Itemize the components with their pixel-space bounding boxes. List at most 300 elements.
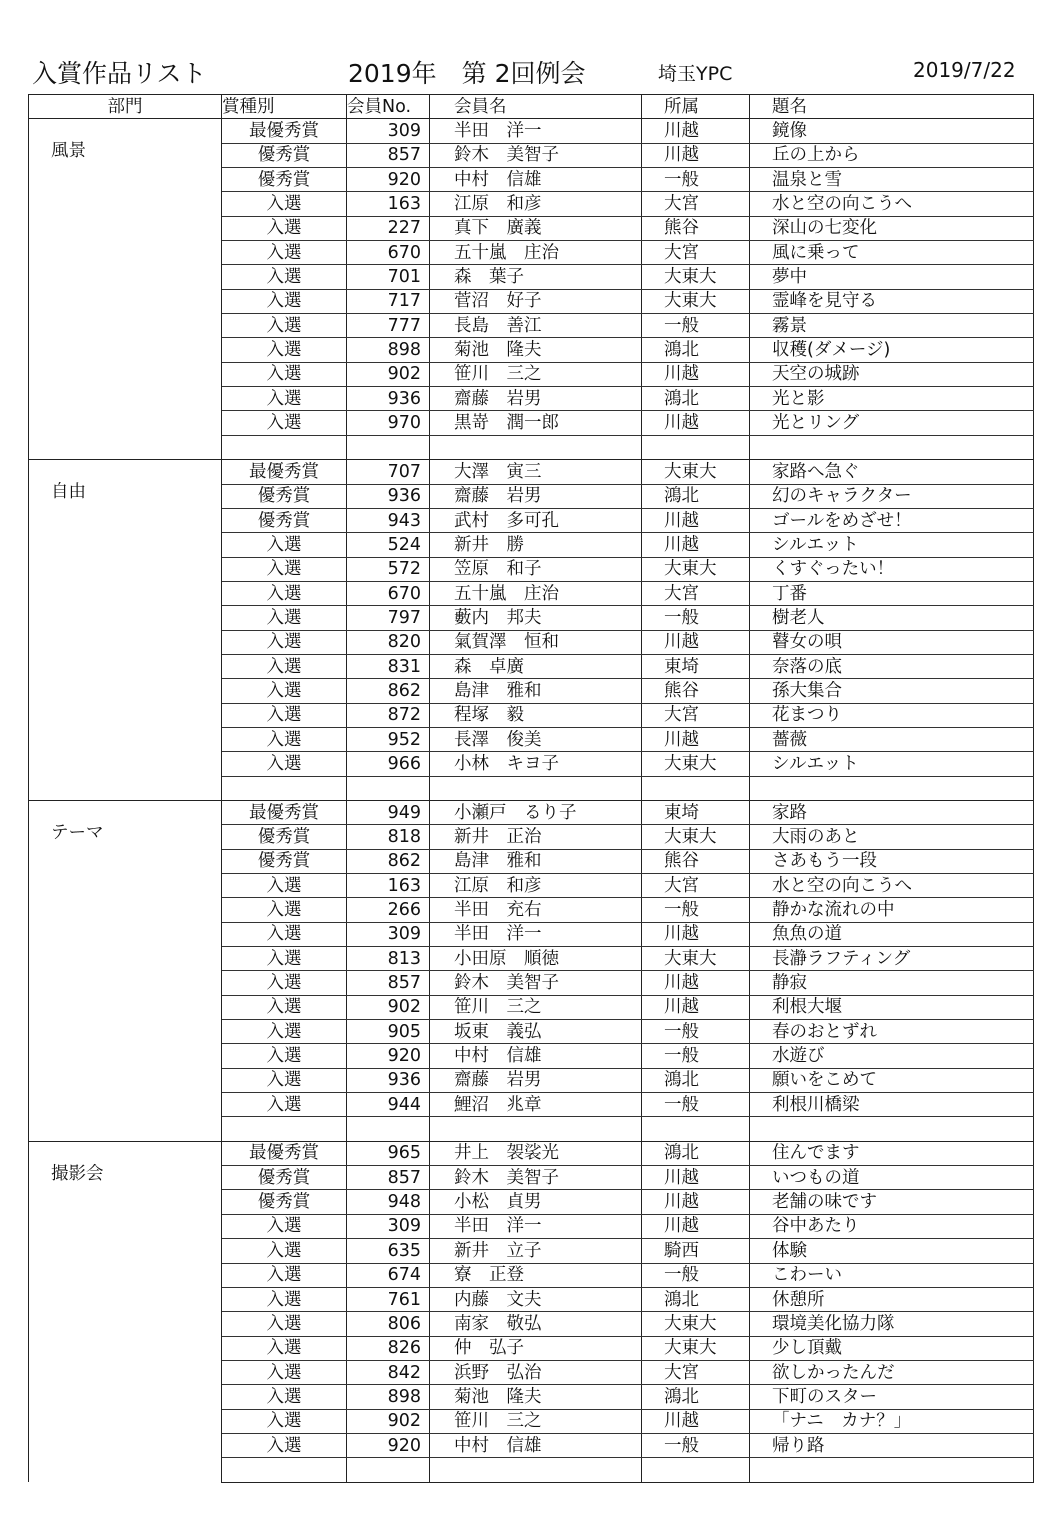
member-no-cell: 949 <box>347 800 430 824</box>
member-no-cell: 898 <box>347 338 430 362</box>
member-no-cell: 701 <box>347 265 430 289</box>
member-no-cell: 707 <box>347 460 430 484</box>
member-name-cell: 半田 洋一 <box>430 119 642 143</box>
award-cell: 入選 <box>222 898 347 922</box>
award-cell: 入選 <box>222 995 347 1019</box>
member-no-cell: 635 <box>347 1239 430 1263</box>
member-no-cell: 761 <box>347 1287 430 1311</box>
work-title-cell: 魚魚の道 <box>750 922 1034 946</box>
award-cell: 入選 <box>222 338 347 362</box>
category-cell: テーマ <box>29 800 222 1141</box>
work-title-cell: 休憩所 <box>750 1287 1034 1311</box>
affiliation-cell: 川越 <box>642 1214 750 1238</box>
table-row <box>29 460 1034 484</box>
work-title-cell: 光とリング <box>750 411 1034 435</box>
work-title-cell: 幻のキャラクター <box>750 484 1034 508</box>
affiliation-cell: 川越 <box>642 995 750 1019</box>
list-date: 2019/7/22 <box>913 58 1016 82</box>
member-no-cell: 831 <box>347 654 430 678</box>
award-cell: 優秀賞 <box>222 143 347 167</box>
member-no-cell: 309 <box>347 1214 430 1238</box>
award-cell: 入選 <box>222 1287 347 1311</box>
award-cell: 入選 <box>222 533 347 557</box>
affiliation-cell <box>642 776 750 800</box>
award-cell: 優秀賞 <box>222 1190 347 1214</box>
work-title-cell: 夢中 <box>750 265 1034 289</box>
member-name-cell: 長島 善江 <box>430 314 642 338</box>
work-title-cell: 体験 <box>750 1239 1034 1263</box>
affiliation-cell: 大東大 <box>642 557 750 581</box>
member-no-cell: 872 <box>347 703 430 727</box>
category-cell: 自由 <box>29 460 222 801</box>
member-name-cell: 井上 袈裟光 <box>430 1141 642 1165</box>
member-name-cell: 笹川 三之 <box>430 995 642 1019</box>
member-name-cell: 江原 和彦 <box>430 874 642 898</box>
member-no-cell: 777 <box>347 314 430 338</box>
member-name-cell: 武村 多可孔 <box>430 508 642 532</box>
work-title-cell: 老舗の味です <box>750 1190 1034 1214</box>
award-cell: 入選 <box>222 679 347 703</box>
affiliation-cell <box>642 435 750 459</box>
affiliation-cell: 川越 <box>642 1166 750 1190</box>
affiliation-cell: 東埼 <box>642 654 750 678</box>
work-title-cell: くすぐったい！ <box>750 557 1034 581</box>
member-no-cell: 670 <box>347 241 430 265</box>
work-title-cell: 光と影 <box>750 387 1034 411</box>
award-cell: 入選 <box>222 1360 347 1384</box>
member-no-cell: 813 <box>347 947 430 971</box>
work-title-cell: 温泉と雪 <box>750 168 1034 192</box>
work-title-cell: 水遊び <box>750 1044 1034 1068</box>
member-name-cell: 五十嵐 庄治 <box>430 241 642 265</box>
member-no-cell: 944 <box>347 1093 430 1117</box>
member-no-cell: 902 <box>347 1409 430 1433</box>
member-no-cell: 966 <box>347 752 430 776</box>
member-no-cell: 952 <box>347 727 430 751</box>
affiliation-cell: 一般 <box>642 168 750 192</box>
work-title-cell: 下町のスター <box>750 1385 1034 1409</box>
member-name-cell: 藪内 邦夫 <box>430 606 642 630</box>
work-title-cell: いつもの道 <box>750 1166 1034 1190</box>
affiliation-cell: 鴻北 <box>642 1141 750 1165</box>
col-header-affiliation: 所属 <box>642 95 750 119</box>
member-name-cell: 森 卓廣 <box>430 654 642 678</box>
award-cell: 入選 <box>222 1093 347 1117</box>
member-no-cell: 524 <box>347 533 430 557</box>
member-no-cell: 806 <box>347 1312 430 1336</box>
table-body <box>29 119 1034 1482</box>
work-title-cell: 静かな流れの中 <box>750 898 1034 922</box>
member-no-cell: 920 <box>347 1044 430 1068</box>
col-header-category: 部門 <box>29 95 222 119</box>
award-cell: 入選 <box>222 654 347 678</box>
member-name-cell: 笹川 三之 <box>430 1409 642 1433</box>
work-title-cell: 「ナニ カナ？」 <box>750 1409 1034 1433</box>
award-cell: 入選 <box>222 1044 347 1068</box>
member-name-cell <box>430 776 642 800</box>
affiliation-cell: 鴻北 <box>642 338 750 362</box>
member-name-cell: 大澤 寅三 <box>430 460 642 484</box>
member-no-cell: 309 <box>347 922 430 946</box>
member-name-cell: 鈴木 美智子 <box>430 971 642 995</box>
member-name-cell: 黒嵜 潤一郎 <box>430 411 642 435</box>
member-name-cell: 齋藤 岩男 <box>430 387 642 411</box>
member-name-cell: 中村 信雄 <box>430 1044 642 1068</box>
affiliation-cell: 大東大 <box>642 460 750 484</box>
member-name-cell: 中村 信雄 <box>430 168 642 192</box>
member-name-cell: 新井 立子 <box>430 1239 642 1263</box>
work-title-cell: 水と空の向こうへ <box>750 874 1034 898</box>
member-name-cell: 新井 勝 <box>430 533 642 557</box>
award-table <box>28 94 1034 1483</box>
work-title-cell: 谷中あたり <box>750 1214 1034 1238</box>
award-cell: 入選 <box>222 1263 347 1287</box>
award-cell: 入選 <box>222 727 347 751</box>
affiliation-cell: 一般 <box>642 1044 750 1068</box>
work-title-cell: 春のおとずれ <box>750 1020 1034 1044</box>
member-name-cell: 島津 雅和 <box>430 679 642 703</box>
member-no-cell: 936 <box>347 387 430 411</box>
affiliation-cell: 騎西 <box>642 1239 750 1263</box>
list-title: 入賞作品リスト <box>32 59 207 88</box>
member-name-cell: 鈴木 美智子 <box>430 143 642 167</box>
award-cell <box>222 1458 347 1482</box>
member-name-cell: 鈴木 美智子 <box>430 1166 642 1190</box>
affiliation-cell: 川越 <box>642 1409 750 1433</box>
member-name-cell: 浜野 弘治 <box>430 1360 642 1384</box>
award-cell: 入選 <box>222 1385 347 1409</box>
affiliation-cell: 大東大 <box>642 1336 750 1360</box>
member-name-cell: 鯉沼 兆章 <box>430 1093 642 1117</box>
work-title-cell: シルエット <box>750 752 1034 776</box>
affiliation-cell: 川越 <box>642 362 750 386</box>
member-no-cell: 936 <box>347 484 430 508</box>
member-name-cell: 小田原 順徳 <box>430 947 642 971</box>
member-name-cell: 菊池 隆夫 <box>430 338 642 362</box>
table-row <box>29 800 1034 824</box>
award-cell: 入選 <box>222 703 347 727</box>
affiliation-cell: 一般 <box>642 314 750 338</box>
meeting-label: 2019年 第 2回例会 <box>348 59 586 88</box>
work-title-cell: さあもう一段 <box>750 849 1034 873</box>
award-cell: 入選 <box>222 265 347 289</box>
affiliation-cell: 熊谷 <box>642 849 750 873</box>
work-title-cell: ゴールをめざせ！ <box>750 508 1034 532</box>
award-cell: 入選 <box>222 1433 347 1457</box>
member-no-cell: 309 <box>347 119 430 143</box>
member-no-cell <box>347 1117 430 1141</box>
affiliation-cell: 熊谷 <box>642 679 750 703</box>
affiliation-cell: 一般 <box>642 606 750 630</box>
award-cell <box>222 435 347 459</box>
member-name-cell: 森 葉子 <box>430 265 642 289</box>
award-cell: 入選 <box>222 1239 347 1263</box>
member-name-cell: 島津 雅和 <box>430 849 642 873</box>
col-header-award: 賞種別 <box>222 95 347 119</box>
member-no-cell <box>347 435 430 459</box>
work-title-cell: 水と空の向こうへ <box>750 192 1034 216</box>
affiliation-cell: 大宮 <box>642 874 750 898</box>
member-name-cell: 寮 正登 <box>430 1263 642 1287</box>
member-name-cell: 五十嵐 庄治 <box>430 581 642 605</box>
col-header-title: 題名 <box>750 95 1034 119</box>
affiliation-cell: 一般 <box>642 898 750 922</box>
work-title-cell <box>750 776 1034 800</box>
member-no-cell: 857 <box>347 143 430 167</box>
member-name-cell: 仲 弘子 <box>430 1336 642 1360</box>
award-cell <box>222 1117 347 1141</box>
award-cell: 入選 <box>222 752 347 776</box>
work-title-cell: 深山の七変化 <box>750 216 1034 240</box>
award-cell: 優秀賞 <box>222 484 347 508</box>
affiliation-cell: 大東大 <box>642 289 750 313</box>
award-cell: 入選 <box>222 1214 347 1238</box>
award-cell <box>222 776 347 800</box>
work-title-cell: 収穫(ダメージ) <box>750 338 1034 362</box>
award-cell: 入選 <box>222 362 347 386</box>
work-title-cell: 静寂 <box>750 971 1034 995</box>
award-cell: 入選 <box>222 557 347 581</box>
member-name-cell: 中村 信雄 <box>430 1433 642 1457</box>
award-cell: 最優秀賞 <box>222 119 347 143</box>
member-name-cell: 齋藤 岩男 <box>430 1068 642 1092</box>
member-no-cell <box>347 776 430 800</box>
work-title-cell: 孫大集合 <box>750 679 1034 703</box>
category-cell: 撮影会 <box>29 1141 222 1482</box>
award-cell: 入選 <box>222 606 347 630</box>
member-no-cell: 862 <box>347 849 430 873</box>
award-cell: 入選 <box>222 241 347 265</box>
member-no-cell: 820 <box>347 630 430 654</box>
affiliation-cell: 鴻北 <box>642 1385 750 1409</box>
work-title-cell: 霊峰を見守る <box>750 289 1034 313</box>
affiliation-cell: 大東大 <box>642 1312 750 1336</box>
work-title-cell <box>750 1458 1034 1482</box>
member-no-cell: 902 <box>347 362 430 386</box>
affiliation-cell: 川越 <box>642 533 750 557</box>
work-title-cell: 霧景 <box>750 314 1034 338</box>
work-title-cell: 瞽女の唄 <box>750 630 1034 654</box>
member-name-cell: 新井 正治 <box>430 825 642 849</box>
member-name-cell: 菊池 隆夫 <box>430 1385 642 1409</box>
member-name-cell: 内藤 文夫 <box>430 1287 642 1311</box>
member-name-cell: 笹川 三之 <box>430 362 642 386</box>
award-cell: 入選 <box>222 1068 347 1092</box>
member-no-cell: 227 <box>347 216 430 240</box>
member-no-cell: 936 <box>347 1068 430 1092</box>
award-cell: 最優秀賞 <box>222 460 347 484</box>
work-title-cell: シルエット <box>750 533 1034 557</box>
award-cell: 入選 <box>222 947 347 971</box>
member-no-cell: 905 <box>347 1020 430 1044</box>
affiliation-cell: 鴻北 <box>642 1068 750 1092</box>
award-cell: 優秀賞 <box>222 1166 347 1190</box>
member-no-cell: 943 <box>347 508 430 532</box>
award-cell: 入選 <box>222 1409 347 1433</box>
affiliation-cell: 一般 <box>642 1093 750 1117</box>
work-title-cell: 住んでます <box>750 1141 1034 1165</box>
member-no-cell: 163 <box>347 192 430 216</box>
member-name-cell: 江原 和彦 <box>430 192 642 216</box>
affiliation-cell: 一般 <box>642 1263 750 1287</box>
work-title-cell: 帰り路 <box>750 1433 1034 1457</box>
work-title-cell <box>750 1117 1034 1141</box>
affiliation-cell: 鴻北 <box>642 484 750 508</box>
affiliation-cell: 川越 <box>642 119 750 143</box>
work-title-cell: 奈落の底 <box>750 654 1034 678</box>
affiliation-cell: 川越 <box>642 727 750 751</box>
member-no-cell: 674 <box>347 1263 430 1287</box>
member-name-cell: 半田 洋一 <box>430 922 642 946</box>
col-header-member-no: 会員No. <box>347 95 430 119</box>
work-title-cell: 薔薇 <box>750 727 1034 751</box>
member-no-cell: 970 <box>347 411 430 435</box>
affiliation-cell <box>642 1117 750 1141</box>
member-no-cell: 842 <box>347 1360 430 1384</box>
affiliation-cell: 大東大 <box>642 752 750 776</box>
award-cell: 入選 <box>222 874 347 898</box>
work-title-cell: こわーい <box>750 1263 1034 1287</box>
affiliation-cell: 一般 <box>642 1433 750 1457</box>
affiliation-cell: 川越 <box>642 922 750 946</box>
member-no-cell <box>347 1458 430 1482</box>
member-no-cell: 266 <box>347 898 430 922</box>
member-name-cell: 半田 洋一 <box>430 1214 642 1238</box>
member-name-cell: 菅沼 好子 <box>430 289 642 313</box>
affiliation-cell: 川越 <box>642 143 750 167</box>
affiliation-cell: 大宮 <box>642 192 750 216</box>
member-name-cell <box>430 1458 642 1482</box>
work-title-cell: 長瀞ラフティング <box>750 947 1034 971</box>
affiliation-cell: 川越 <box>642 630 750 654</box>
member-name-cell: 氣賀澤 恒和 <box>430 630 642 654</box>
affiliation-cell: 東埼 <box>642 800 750 824</box>
work-title-cell: 環境美化協力隊 <box>750 1312 1034 1336</box>
award-cell: 優秀賞 <box>222 168 347 192</box>
member-name-cell: 長澤 俊美 <box>430 727 642 751</box>
affiliation-cell: 大東大 <box>642 265 750 289</box>
member-name-cell: 坂東 義弘 <box>430 1020 642 1044</box>
work-title-cell: 少し頂戴 <box>750 1336 1034 1360</box>
member-no-cell: 717 <box>347 289 430 313</box>
affiliation-cell: 鴻北 <box>642 387 750 411</box>
category-cell: 風景 <box>29 119 222 460</box>
work-title-cell: 樹老人 <box>750 606 1034 630</box>
table-row <box>29 119 1034 143</box>
work-title-cell: 風に乗って <box>750 241 1034 265</box>
member-no-cell: 857 <box>347 1166 430 1190</box>
affiliation-cell: 熊谷 <box>642 216 750 240</box>
member-no-cell: 857 <box>347 971 430 995</box>
award-cell: 入選 <box>222 971 347 995</box>
member-no-cell: 826 <box>347 1336 430 1360</box>
club-name: 埼玉YPC <box>658 63 733 85</box>
member-name-cell: 齋藤 岩男 <box>430 484 642 508</box>
member-no-cell: 902 <box>347 995 430 1019</box>
work-title-cell <box>750 435 1034 459</box>
member-no-cell: 920 <box>347 1433 430 1457</box>
table-header-row <box>29 95 1034 119</box>
work-title-cell: 丘の上から <box>750 143 1034 167</box>
member-name-cell <box>430 435 642 459</box>
member-no-cell: 920 <box>347 168 430 192</box>
award-cell: 優秀賞 <box>222 508 347 532</box>
award-cell: 入選 <box>222 1312 347 1336</box>
award-cell: 入選 <box>222 192 347 216</box>
award-cell: 優秀賞 <box>222 825 347 849</box>
member-no-cell: 797 <box>347 606 430 630</box>
member-no-cell: 670 <box>347 581 430 605</box>
affiliation-cell: 大宮 <box>642 1360 750 1384</box>
award-cell: 入選 <box>222 387 347 411</box>
work-title-cell: 家路 <box>750 800 1034 824</box>
member-name-cell: 小林 キヨ子 <box>430 752 642 776</box>
affiliation-cell <box>642 1458 750 1482</box>
work-title-cell: 天空の城跡 <box>750 362 1034 386</box>
award-cell: 入選 <box>222 411 347 435</box>
work-title-cell: 丁番 <box>750 581 1034 605</box>
member-name-cell: 真下 廣義 <box>430 216 642 240</box>
work-title-cell: 願いをこめて <box>750 1068 1034 1092</box>
affiliation-cell: 大宮 <box>642 241 750 265</box>
member-name-cell: 笠原 和子 <box>430 557 642 581</box>
work-title-cell: 利根川橋梁 <box>750 1093 1034 1117</box>
affiliation-cell: 川越 <box>642 411 750 435</box>
affiliation-cell: 大宮 <box>642 581 750 605</box>
affiliation-cell: 川越 <box>642 508 750 532</box>
work-title-cell: 花まつり <box>750 703 1034 727</box>
affiliation-cell: 一般 <box>642 1020 750 1044</box>
award-cell: 入選 <box>222 581 347 605</box>
affiliation-cell: 大東大 <box>642 825 750 849</box>
affiliation-cell: 川越 <box>642 1190 750 1214</box>
award-cell: 入選 <box>222 289 347 313</box>
affiliation-cell: 鴻北 <box>642 1287 750 1311</box>
member-no-cell: 572 <box>347 557 430 581</box>
member-no-cell: 948 <box>347 1190 430 1214</box>
member-name-cell: 南家 敬弘 <box>430 1312 642 1336</box>
member-no-cell: 818 <box>347 825 430 849</box>
work-title-cell: 利根大堰 <box>750 995 1034 1019</box>
work-title-cell: 大雨のあと <box>750 825 1034 849</box>
award-cell: 最優秀賞 <box>222 800 347 824</box>
award-cell: 入選 <box>222 1336 347 1360</box>
member-name-cell: 半田 充右 <box>430 898 642 922</box>
member-name-cell: 小瀬戸 るり子 <box>430 800 642 824</box>
award-cell: 入選 <box>222 1020 347 1044</box>
member-no-cell: 965 <box>347 1141 430 1165</box>
table-row <box>29 1141 1034 1165</box>
award-cell: 入選 <box>222 922 347 946</box>
member-no-cell: 163 <box>347 874 430 898</box>
affiliation-cell: 大東大 <box>642 947 750 971</box>
work-title-cell: 家路へ急ぐ <box>750 460 1034 484</box>
work-title-cell: 鏡像 <box>750 119 1034 143</box>
award-cell: 優秀賞 <box>222 849 347 873</box>
col-header-member-name: 会員名 <box>430 95 642 119</box>
affiliation-cell: 大宮 <box>642 703 750 727</box>
member-no-cell: 862 <box>347 679 430 703</box>
work-title-cell: 欲しかったんだ <box>750 1360 1034 1384</box>
member-name-cell: 小松 貞男 <box>430 1190 642 1214</box>
page-header <box>0 50 1057 90</box>
member-no-cell: 898 <box>347 1385 430 1409</box>
award-cell: 入選 <box>222 314 347 338</box>
affiliation-cell: 川越 <box>642 971 750 995</box>
award-cell: 入選 <box>222 630 347 654</box>
award-cell: 最優秀賞 <box>222 1141 347 1165</box>
award-cell: 入選 <box>222 216 347 240</box>
